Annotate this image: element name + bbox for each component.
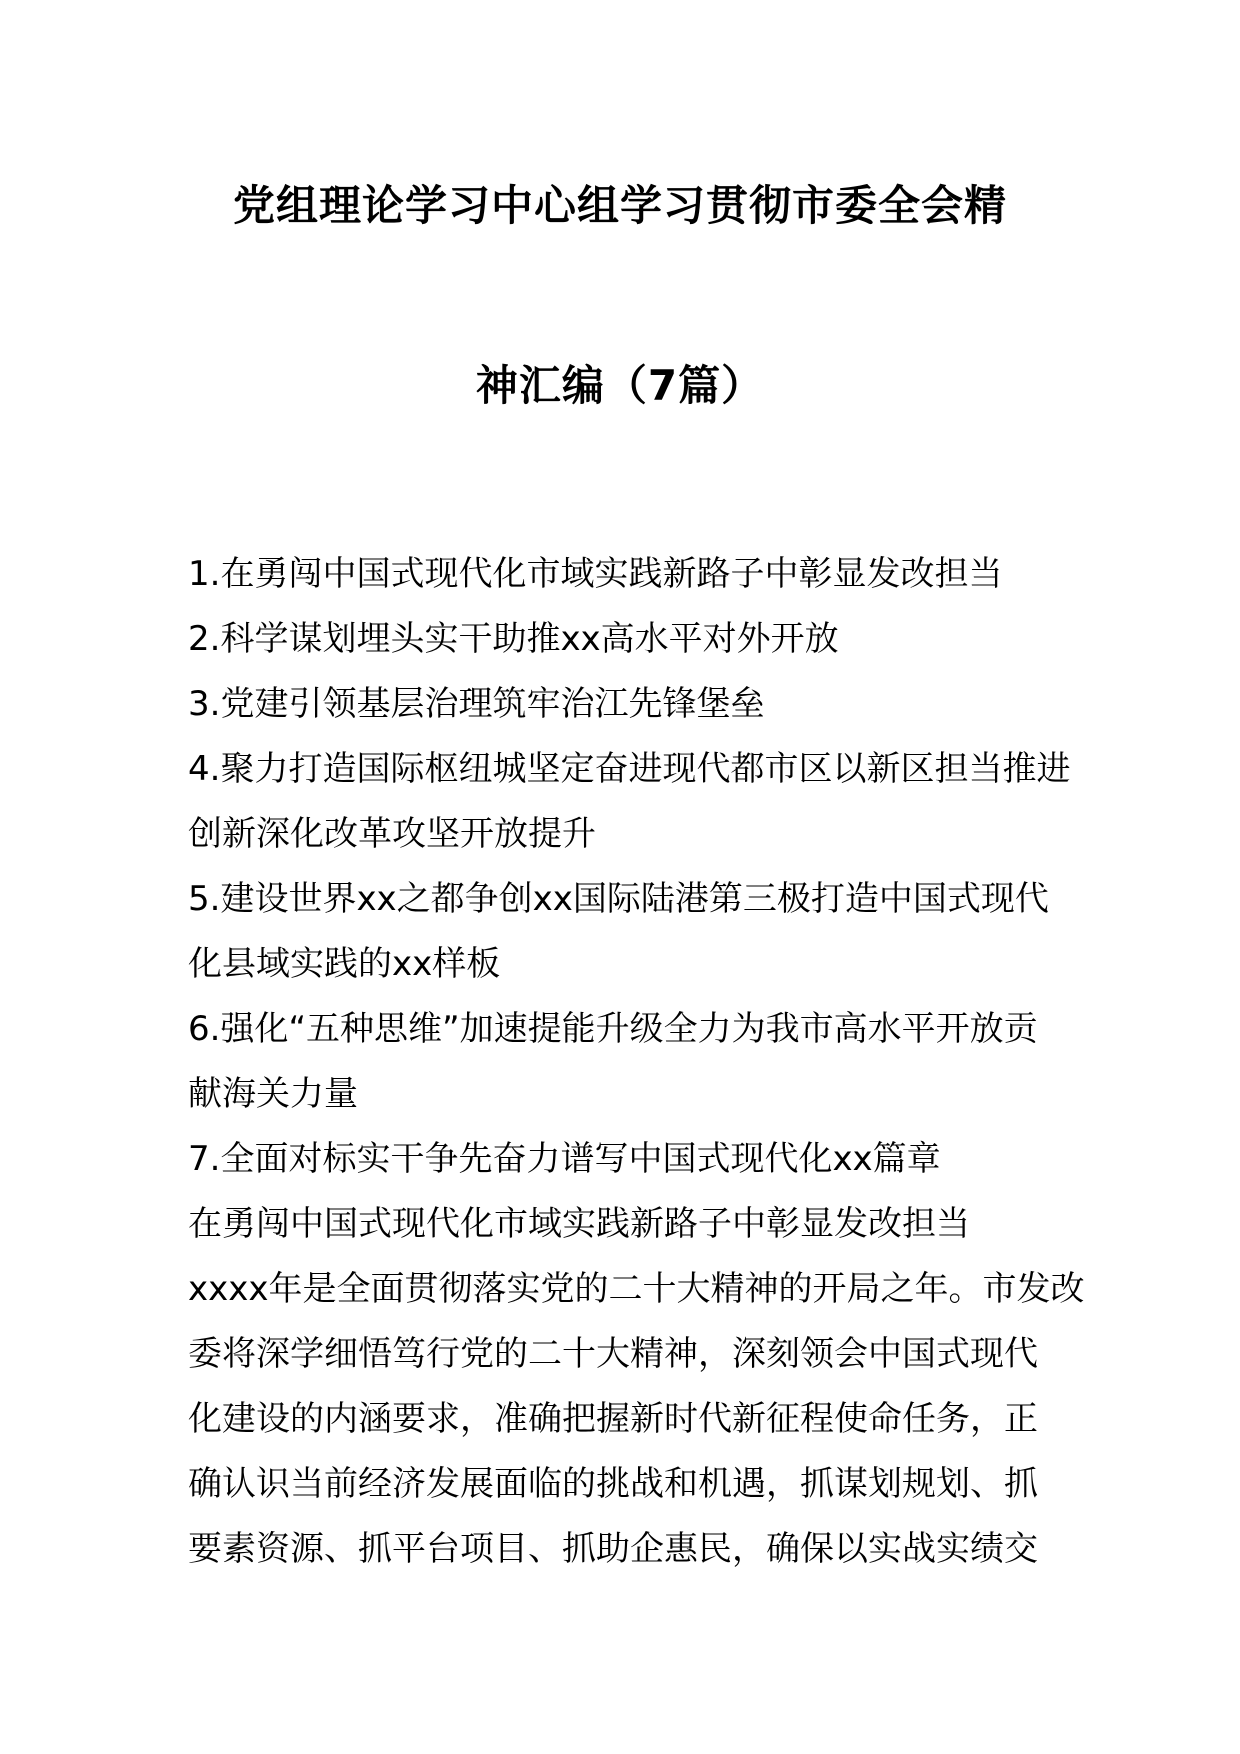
- toc-item-6: 6.强化“五种思维”加速提能升级全力为我市高水平开放贡: [188, 1009, 1038, 1049]
- document-title-line-1: 党组理论学习中心组学习贯彻市委全会精: [232, 181, 1007, 230]
- toc-item-4: 4.聚力打造国际枢纽城坚定奋进现代都市区以新区担当推进: [188, 749, 1071, 789]
- toc-item-2: 2.科学谋划埋头实干助推xx高水平对外开放: [188, 619, 839, 659]
- document-title-line-2: 神汇编（7篇）: [475, 361, 765, 410]
- toc-item-7: 7.全面对标实干争先奋力谱写中国式现代化xx篇章: [188, 1139, 941, 1179]
- paragraph-line: 化建设的内涵要求，准确把握新时代新征程使命任务，正: [188, 1399, 1038, 1439]
- toc-item-5-continued: 化县域实践的xx样板: [188, 944, 501, 984]
- paragraph-line: 委将深学细悟笃行党的二十大精神，深刻领会中国式现代: [188, 1334, 1038, 1374]
- paragraph-line: 要素资源、抓平台项目、抓助企惠民，确保以实战实绩交: [188, 1529, 1038, 1569]
- toc-item-6-continued: 献海关力量: [188, 1074, 358, 1114]
- section-title: 在勇闯中国式现代化市域实践新路子中彰显发改担当: [188, 1204, 970, 1244]
- paragraph-line: 确认识当前经济发展面临的挑战和机遇，抓谋划规划、抓: [188, 1464, 1038, 1504]
- paragraph-line: xxxx年是全面贯彻落实党的二十大精神的开局之年。市发改: [188, 1269, 1085, 1309]
- toc-item-5: 5.建设世界xx之都争创xx国际陆港第三极打造中国式现代: [188, 879, 1049, 919]
- toc-item-3: 3.党建引领基层治理筑牢治江先锋堡垒: [188, 684, 765, 724]
- toc-item-4-continued: 创新深化改革攻坚开放提升: [188, 814, 596, 854]
- document-body: [188, 542, 1085, 1582]
- toc-item-1: 1.在勇闯中国式现代化市域实践新路子中彰显发改担当: [188, 554, 1003, 594]
